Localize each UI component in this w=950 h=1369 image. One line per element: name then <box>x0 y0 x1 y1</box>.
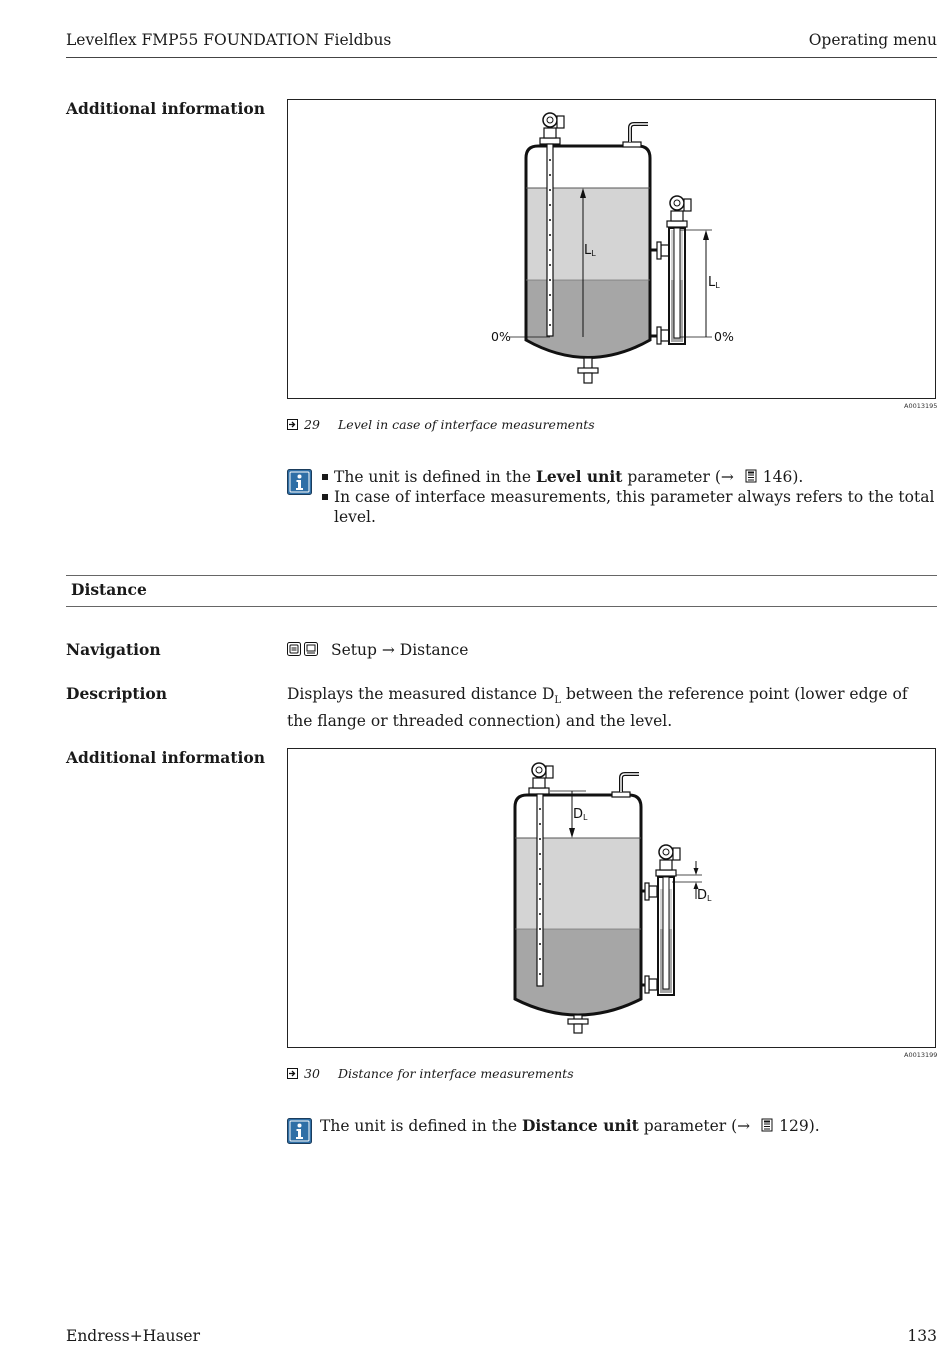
section-title-distance: Distance <box>71 580 147 599</box>
description-text: Displays the measured distance $D_L$ between the reference point (lower edge of the flange or threaded connection) and the level. <box>287 685 908 731</box>
header-section: Operating menu <box>808 31 937 49</box>
figure-icon <box>287 1068 298 1079</box>
header-title: Levelflex FMP55 FOUNDATION Fieldbus <box>66 31 392 49</box>
info-icon <box>287 469 312 495</box>
navigation-row <box>287 640 468 660</box>
note-bullet-unit: The unit is defined in the Level unit parameter (→ 146). <box>320 467 940 487</box>
figure-caption-distance <box>287 1066 574 1081</box>
info-icon <box>287 1118 312 1144</box>
figure-id-code-distance: A0013199 <box>904 1051 938 1059</box>
additional-info-label: Additional information <box>66 99 266 118</box>
header-rule <box>66 57 937 58</box>
page-number: 133 <box>907 1327 937 1345</box>
tank-distance-diagram <box>288 749 935 1047</box>
navigation-label: Navigation <box>66 640 161 659</box>
page-link-129[interactable]: 129 <box>779 1117 809 1135</box>
section-rule-bottom <box>66 606 937 607</box>
svg-text:DL: DL <box>573 807 588 822</box>
footer-brand: Endress+Hauser <box>66 1327 200 1345</box>
figure-id-code: A0013195 <box>904 402 938 410</box>
page-link-146[interactable]: 146 <box>762 468 793 486</box>
page-reference-icon <box>743 469 759 483</box>
svg-text:DL: DL <box>697 888 712 903</box>
section-rule-top <box>66 575 937 576</box>
figure-caption <box>287 417 595 432</box>
caption-text-distance: Distance for interface measurements <box>338 1066 574 1081</box>
navigation-keys-icon <box>287 642 319 656</box>
caption-text: Level in case of interface measurements <box>338 417 595 432</box>
info-note-distance: The unit is defined in the Distance unit parameter (→ 129). <box>320 1116 820 1135</box>
figure-icon <box>287 419 298 430</box>
description-label: Description <box>66 684 168 703</box>
navigation-path: Setup → Distance <box>331 641 469 659</box>
zero-percent-right: 0% <box>714 329 734 344</box>
caption-number-distance: 30 <box>304 1066 320 1081</box>
svg-text:LL: LL <box>708 275 720 290</box>
page-reference-icon <box>759 1118 775 1132</box>
additional-info-label-distance: Additional information <box>66 748 266 767</box>
tank-level-diagram <box>288 100 935 398</box>
zero-percent-left: 0% <box>491 329 511 344</box>
note-bullet-total-level: In case of interface measurements, this parameter always refers to the total level. <box>320 487 940 527</box>
svg-text:LL: LL <box>584 243 596 258</box>
caption-number: 29 <box>304 417 320 432</box>
info-note-level <box>320 467 940 527</box>
figure-level-interface <box>287 99 936 399</box>
figure-distance-interface <box>287 748 936 1048</box>
